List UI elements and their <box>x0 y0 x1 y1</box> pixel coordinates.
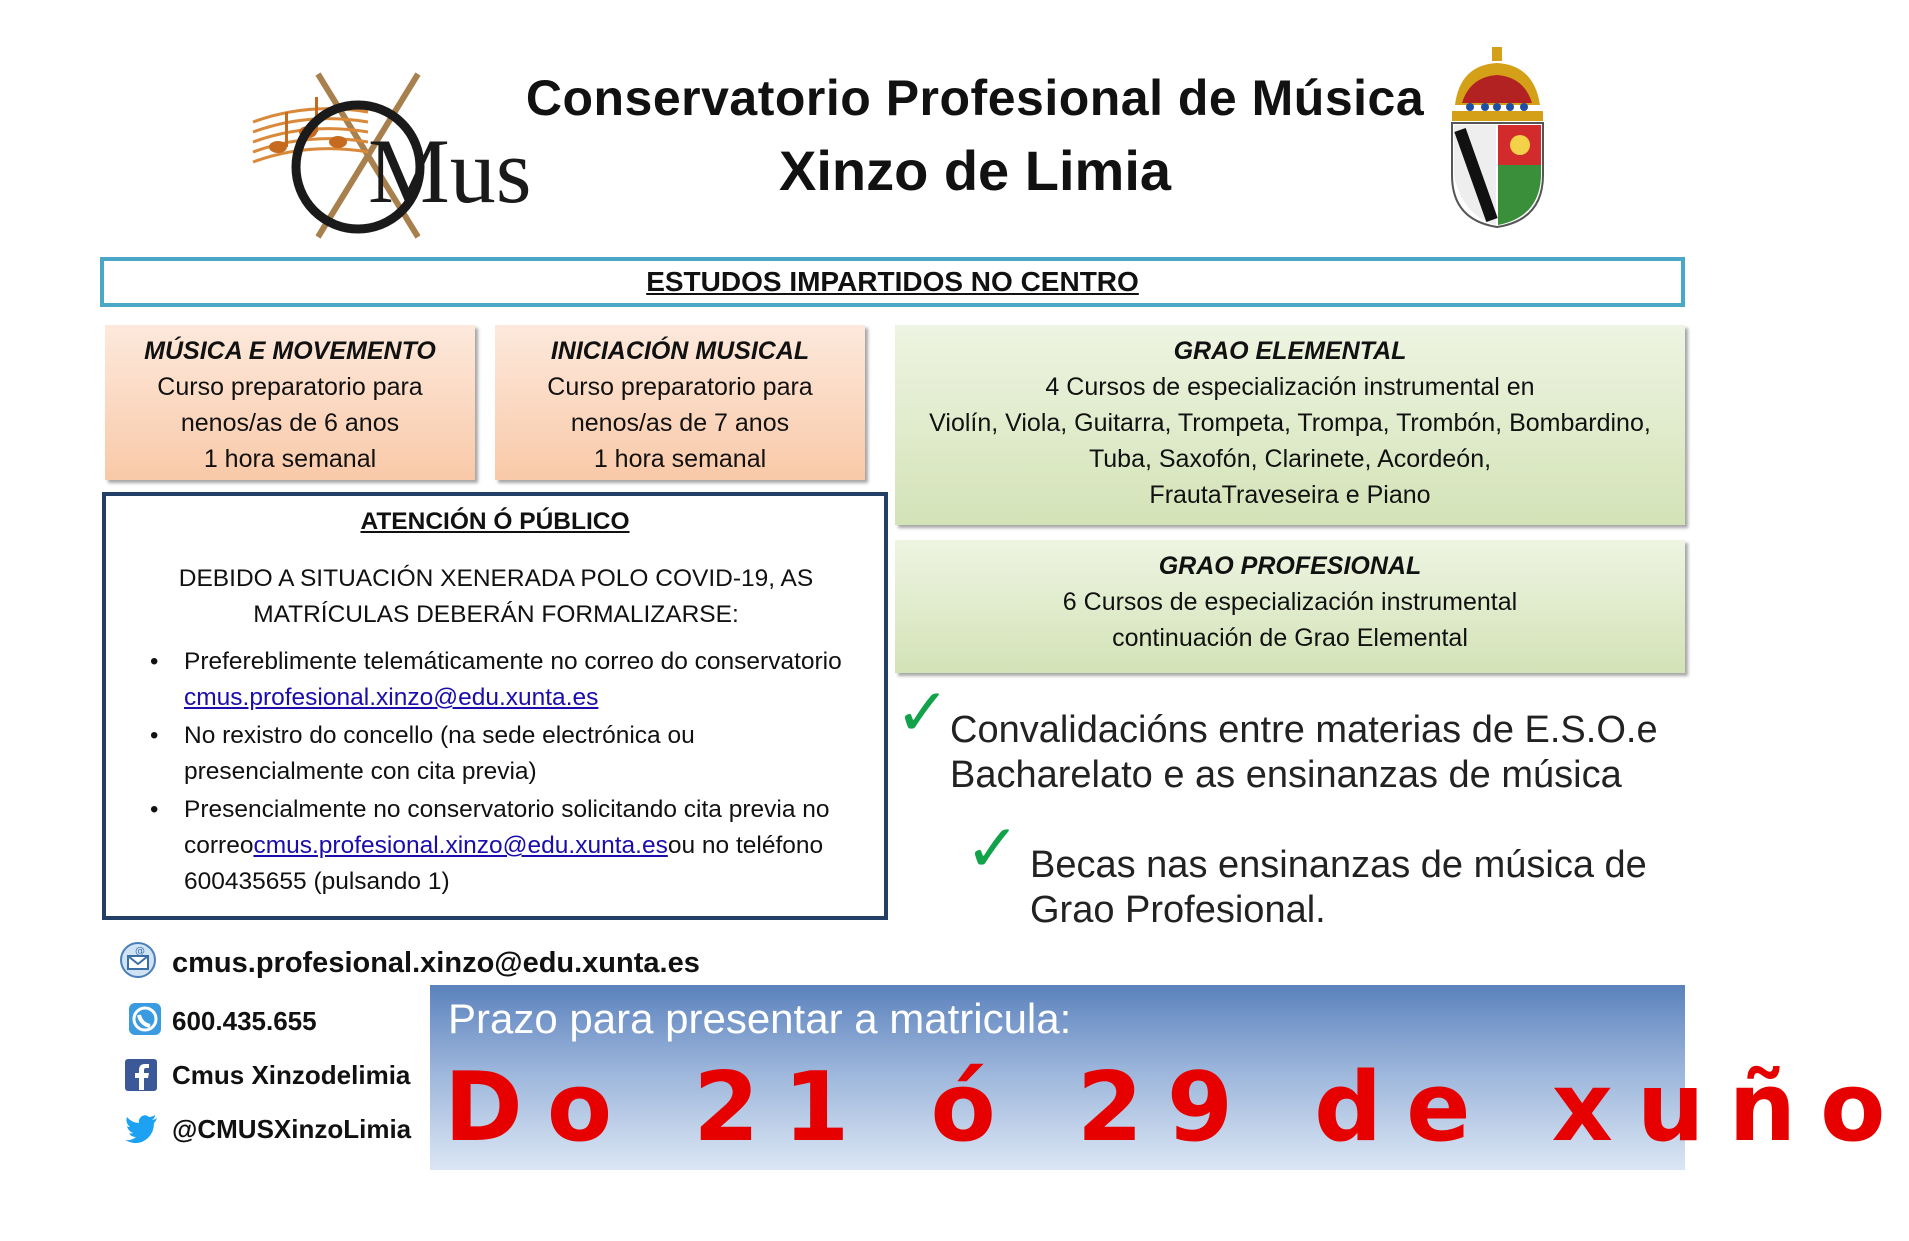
page-subtitle: Xinzo de Limia <box>778 139 1172 202</box>
course-title: GRAO ELEMENTAL <box>1173 337 1407 365</box>
notice-title: ATENCIÓN Ó PÚBLICO <box>360 508 630 535</box>
course-line: Tuba, Saxofón, Clarinete, Acordeón, <box>1088 445 1492 473</box>
course-line: nenos/as de 6 anos <box>180 409 400 437</box>
bullet-text: Prefereblimente telemáticamente no correo do conservatorio <box>184 648 842 675</box>
course-grao-profesional <box>895 540 1685 673</box>
section-title: ESTUDOS IMPARTIDOS NO CENTRO <box>646 266 1139 297</box>
course-grao-elemental <box>895 325 1685 525</box>
twitter-icon <box>124 1110 160 1146</box>
public-notice-box <box>102 492 888 920</box>
email-link[interactable]: cmus.profesional.xinzo@edu.xunta.es <box>253 832 668 859</box>
course-musica-movemento <box>105 325 475 480</box>
scholarship-note: Becas nas ensinanzas de música de Grao Profesional. <box>1030 844 1647 931</box>
course-line: 1 hora semanal <box>203 445 377 473</box>
course-line: Curso preparatorio para <box>157 373 423 401</box>
logo-text: Mus <box>368 120 532 222</box>
course-line: FrautaTraveseira e Piano <box>1149 481 1431 509</box>
notice-intro: DEBIDO A SITUACIÓN XENERADA POLO COVID-19, AS MATRÍCULAS DEBERÁN FORMALIZARSE: <box>178 565 814 628</box>
crest-icon <box>1440 45 1555 230</box>
notice-bullet-email <box>184 644 874 716</box>
course-line: Curso preparatorio para <box>547 373 813 401</box>
check-icon: ✓ <box>965 811 1021 885</box>
course-line: 1 hora semanal <box>593 445 767 473</box>
deadline-label: Prazo para presentar a matricula: <box>448 995 1072 1042</box>
bullet-text: Presencialmente no conservatorio solicitando cita previa no correo <box>184 796 830 859</box>
course-title: INICIACIÓN MUSICAL <box>550 337 810 365</box>
course-line: 6 Cursos de especialización instrumental <box>1062 588 1518 616</box>
contact-phone[interactable]: 600.435.655 <box>172 1006 317 1036</box>
deadline-banner <box>430 985 1909 1170</box>
course-iniciacion-musical <box>495 325 865 480</box>
course-line: Violín, Viola, Guitarra, Trompeta, Trompa, Trombón, Bombardino, <box>929 409 1651 437</box>
email-link[interactable]: cmus.profesional.xinzo@edu.xunta.es <box>184 684 599 711</box>
notice-bullet-registry <box>184 718 874 790</box>
notice-bullet-in-person <box>184 792 874 900</box>
section-header <box>100 257 1685 307</box>
bullet-text: ou no teléfono 600435655 (pulsando 1) <box>184 832 824 895</box>
contact-facebook[interactable]: Cmus Xinzodelimia <box>172 1060 411 1090</box>
contact-email[interactable]: cmus.profesional.xinzo@edu.xunta.es <box>172 947 700 979</box>
course-title: MÚSICA E MOVEMENTO <box>144 337 436 365</box>
facebook-icon <box>124 1058 160 1094</box>
course-line: nenos/as de 7 anos <box>570 409 790 437</box>
deadline-date: Do 21 ó 29 de xuño <box>444 1053 1909 1163</box>
course-line: continuación de Grao Elemental <box>1112 624 1468 652</box>
check-icon: ✓ <box>895 675 951 749</box>
page-title: Conservatorio Profesional de Música <box>525 70 1425 126</box>
phone-icon <box>128 1002 164 1038</box>
bullet-text: No rexistro do concello (na sede electrónica ou presencialmente con cita previa) <box>184 722 695 785</box>
email-icon <box>120 942 156 978</box>
convalidation-note: Convalidacións entre materias de E.S.O.e Bacharelato e as ensinanzas de música <box>950 709 1658 796</box>
course-title: GRAO PROFESIONAL <box>1158 552 1422 580</box>
course-line: 4 Cursos de especialización instrumental en <box>1045 373 1535 401</box>
svg-text:@: @ <box>135 946 145 957</box>
contact-twitter[interactable]: @CMUSXinzoLimia <box>172 1114 412 1144</box>
